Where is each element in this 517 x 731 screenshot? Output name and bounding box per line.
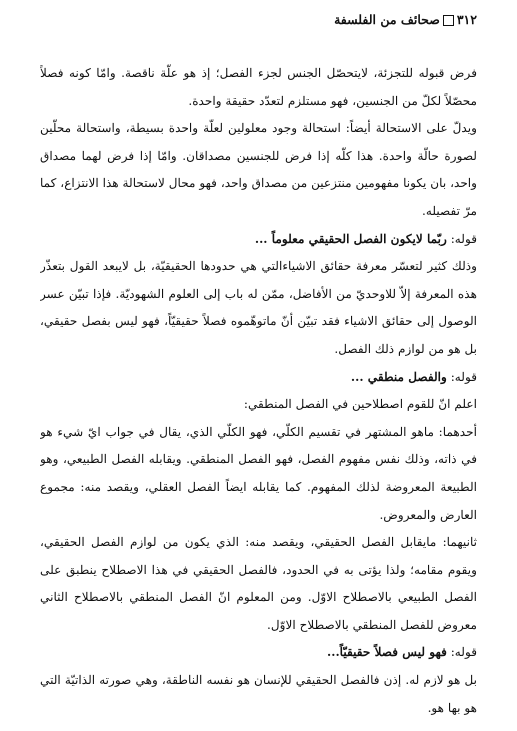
paragraph: ثانيهما: مايقابل الفصل الحقيقي، ويقصد منه: الذي يكون من لوازم الفصل الحقيقي، ويقوم مقامه؛ ولذا يؤتى به في الحدود، فالفصل الحقيقي في هذا الاصطلاح ينطبق على الفصل الطبيعي بالاصطلاح الاوّل. ومن المعلوم انّ الفصل المنطقي بالاصطلاح الثاني معروض للفصل المنطقي بالاصطلاح الاوّل. bbox=[40, 535, 477, 632]
paragraph: ويدلّ على الاستحالة أيضاً: استحالة وجود معلولين لعلّة واحدة بسيطة، واستحالة محلّين لصورة حالّة واحدة. هذا كلّه إذا فرض للجنسين مصداقان. وامّا إذا فرض لهما مصداق واحد، بان يكونا مفهومين منتزعين من مصداق واحد، فهو محال لاستحالة هذا الانتزاع، كما مرّ تفصيله. bbox=[40, 121, 477, 218]
quote-line bbox=[40, 364, 477, 392]
page-number: ٣١٢ bbox=[456, 12, 477, 27]
running-title: صحائف من الفلسفة bbox=[334, 12, 440, 27]
page-header bbox=[40, 12, 477, 32]
quote-line bbox=[40, 639, 477, 667]
square-separator-icon bbox=[443, 15, 454, 26]
quote-text: ربّما لايكون الفصل الحقيقي معلوماً ... bbox=[254, 231, 447, 246]
quote-prefix: قوله: bbox=[450, 645, 477, 660]
quote-line bbox=[40, 226, 477, 254]
paragraph: فرض قبوله للتجزئة، لايتحصّل الجنس لجزء الفصل؛ إذ هو علّة ناقصة. وامّا كونه فصلاً محصّلاً لكلّ من الجنسين، فهو مستلزم لتعدّد حقيقة واحدة. bbox=[40, 66, 477, 108]
page-body bbox=[40, 60, 477, 720]
paragraph: أحدهما: ماهو المشتهر في تقسيم الكلّي، فهو الكلّي الذي، يقال في جواب ايّ شيء هو في ذاته، وذلك نفس مفهوم الفصل، فهو الفصل المنطقي. ويقابله الفصل الطبيعي، وهو الطبيعة المعروضة لذلك المفهوم. كما يقابله ايضاً الفصل العقلي، ويقصد منه: مجموع العارض والمعروض. bbox=[40, 424, 477, 522]
quote-text: والفصل منطقي ... bbox=[350, 369, 447, 384]
quote-text: فهو ليس فصلاً حقيقيّاً... bbox=[327, 645, 447, 660]
quote-prefix: قوله: bbox=[450, 369, 477, 384]
quote-prefix: قوله: bbox=[450, 231, 477, 246]
paragraph: اعلم انّ للقوم اصطلاحين في الفصل المنطقي: bbox=[243, 397, 477, 412]
paragraph: بل هو لازم له. إذن فالفصل الحقيقي للإنسان هو نفسه الناطقة، وهي صورته الذاتيّة التي هو بها هو. bbox=[40, 673, 477, 715]
paragraph: وذلك كثير لتعسّر معرفة حقائق الاشياءالتي هي حدودها الحقيقيّة، بل لايبعد القول بتعذّر هذه المعرفة إلاّ للاوحديّ من الأفاضل، ممّن له باب إلى العلوم الشهوديّة. فإذا تبيّن عسر الوصول إلى حقائق الاشياء فقد تبيّن أنّ ماتوهّموه فصلاً حقيقيّاً، فهو ليس بفصل حقيقي، بل هو من لوازم ذلك الفصل. bbox=[40, 259, 477, 356]
